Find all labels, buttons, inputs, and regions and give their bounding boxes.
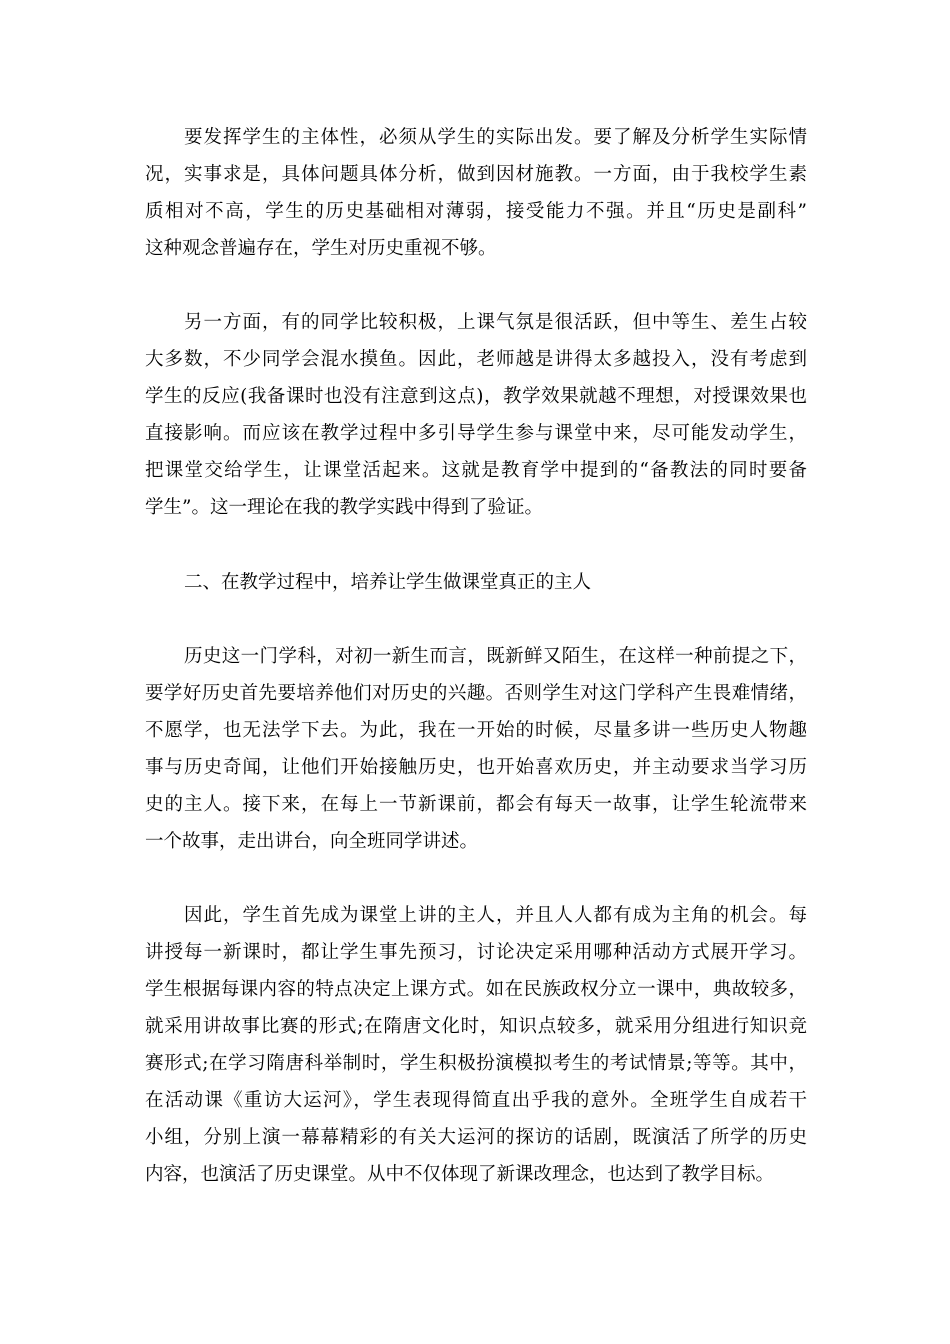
paragraph-3 <box>145 638 807 860</box>
paragraph-line: 学生的反应(我备课时也没有注意到这点)，教学效果就越不理想，对授课效果也 <box>145 386 807 407</box>
paragraph-2 <box>145 304 807 526</box>
paragraph-line: 因此，学生首先成为课堂上讲的主人，并且人人都有成为主角的机会。每 <box>184 905 807 926</box>
paragraph-line: 赛形式;在学习隋唐科举制时，学生积极扮演模拟考生的考试情景;等等。其中， <box>145 1053 807 1074</box>
paragraph-line: 不愿学，也无法学下去。为此，我在一开始的时候，尽量多讲一些历史人物趣 <box>145 720 807 741</box>
paragraph-line: 一个故事，走出讲台，向全班同学讲述。 <box>145 831 479 852</box>
paragraph-line: 学生根据每课内容的特点决定上课方式。如在民族政权分立一课中，典故较多， <box>145 979 807 1000</box>
paragraph-line: 大多数，不少同学会混水摸鱼。因此，老师越是讲得太多越投入，没有考虑到 <box>145 349 807 370</box>
section-heading <box>145 564 807 601</box>
paragraph-line: 内容，也演活了历史课堂。从中不仅体现了新课改理念，也达到了教学目标。 <box>145 1164 775 1185</box>
paragraph-line: 小组，分别上演一幕幕精彩的有关大运河的探访的话剧，既演活了所学的历史 <box>145 1127 807 1148</box>
paragraph-line: 要学好历史首先要培养他们对历史的兴趣。否则学生对这门学科产生畏难情绪， <box>145 683 807 704</box>
paragraph-line: 把课堂交给学生，让课堂活起来。这就是教育学中提到的“备教法的同时要备 <box>145 460 807 481</box>
paragraph-1 <box>145 119 807 267</box>
paragraph-line: 要发挥学生的主体性，必须从学生的实际出发。要了解及分析学生实际情 <box>184 127 807 148</box>
paragraph-line: 史的主人。接下来，在每上一节新课前，都会有每天一故事，让学生轮流带来 <box>145 794 807 815</box>
paragraph-line: 历史这一门学科，对初一新生而言，既新鲜又陌生，在这样一种前提之下， <box>184 646 807 667</box>
heading-text: 二、在教学过程中，培养让学生做课堂真正的主人 <box>184 572 592 593</box>
paragraph-line: 学生”。这一理论在我的教学实践中得到了验证。 <box>145 497 543 518</box>
paragraph-line: 另一方面，有的同学比较积极，上课气氛是很活跃，但中等生、差生占较 <box>184 312 807 333</box>
paragraph-line: 就采用讲故事比赛的形式;在隋唐文化时，知识点较多，就采用分组进行知识竞 <box>145 1016 807 1037</box>
paragraph-line: 质相对不高，学生的历史基础相对薄弱，接受能力不强。并且“历史是副科” <box>145 201 807 222</box>
paragraph-line: 事与历史奇闻，让他们开始接触历史，也开始喜欢历史，并主动要求当学习历 <box>145 757 807 778</box>
paragraph-4 <box>145 897 807 1193</box>
paragraph-line: 在活动课《重访大运河》，学生表现得简直出乎我的意外。全班学生自成若干 <box>145 1090 807 1111</box>
paragraph-line: 直接影响。而应该在教学过程中多引导学生参与课堂中来，尽可能发动学生， <box>145 423 807 444</box>
paragraph-line: 讲授每一新课时，都让学生事先预习，讨论决定采用哪种活动方式展开学习。 <box>145 942 807 963</box>
paragraph-line: 况，实事求是，具体问题具体分析，做到因材施教。一方面，由于我校学生素 <box>145 164 807 185</box>
paragraph-line: 这种观念普遍存在，学生对历史重视不够。 <box>145 238 497 259</box>
